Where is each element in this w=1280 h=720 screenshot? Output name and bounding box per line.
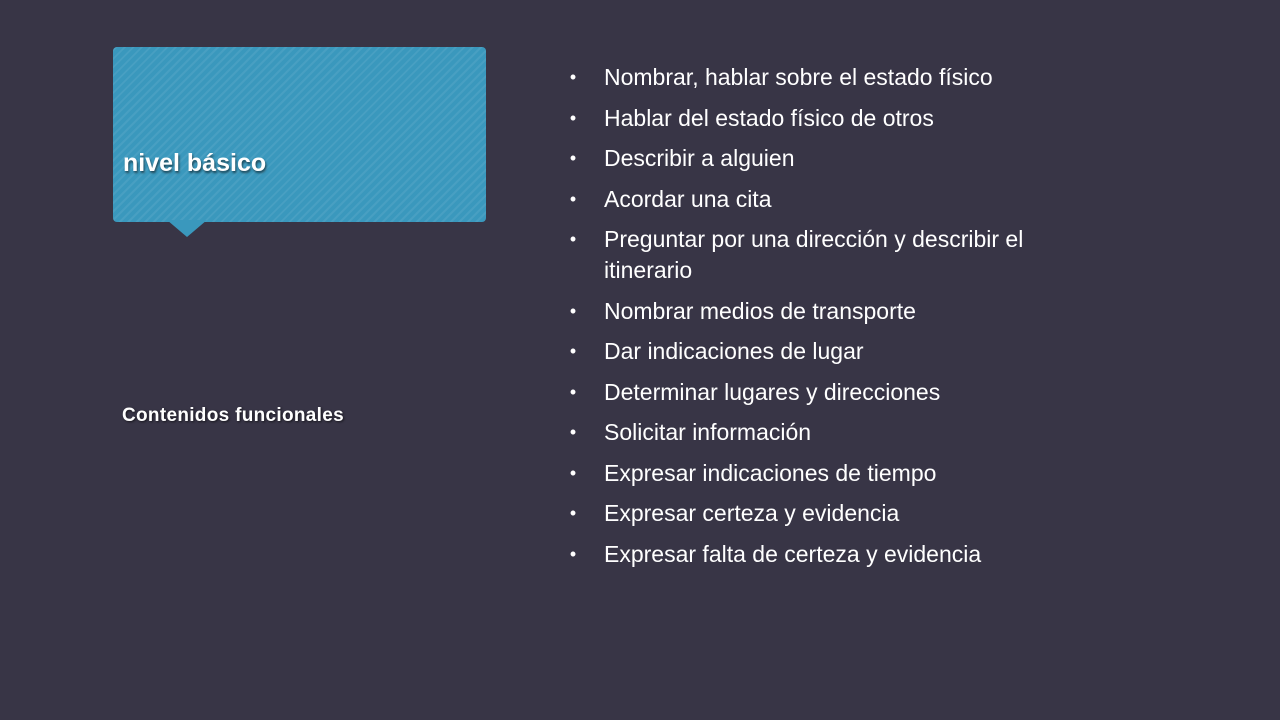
list-item-text: Acordar una cita (604, 185, 772, 212)
list-item-text: Dar indicaciones de lugar (604, 338, 864, 364)
bullet-icon: • (569, 67, 577, 87)
title-box-pointer (167, 220, 207, 237)
list-item (566, 336, 1036, 367)
list-item (566, 62, 1036, 93)
bullet-icon: • (569, 422, 577, 442)
list-item (566, 539, 1036, 570)
list-item (566, 498, 1036, 529)
bullet-icon: • (569, 188, 577, 209)
list-item (566, 417, 1036, 448)
bullet-icon: • (569, 462, 577, 483)
list-item-text: Nombrar, hablar sobre el estado físico (604, 64, 993, 90)
list-item-text: Expresar certeza y evidencia (604, 500, 900, 526)
bullet-list (566, 62, 1036, 579)
bullet-icon: • (569, 300, 577, 321)
list-item-text: Expresar falta de certeza y evidencia (604, 540, 982, 567)
list-item-text: Hablar del estado físico de otros (604, 104, 934, 131)
list-item (566, 458, 1036, 489)
list-item (566, 296, 1036, 327)
bullet-icon: • (569, 381, 577, 402)
list-item (566, 184, 1036, 215)
bullet-icon: • (569, 341, 577, 361)
list-item-text: Solicitar información (604, 419, 812, 445)
list-item (566, 103, 1036, 134)
list-item-text: Expresar indicaciones de tiempo (604, 459, 937, 486)
bullet-icon: • (569, 229, 577, 249)
list-item-text: Nombrar medios de transporte (604, 297, 916, 324)
slide-title: nivel básico (123, 149, 267, 177)
bullet-icon: • (569, 107, 577, 128)
title-box (113, 47, 486, 222)
slide-subtitle: Contenidos funcionales (122, 405, 344, 426)
list-item (566, 143, 1036, 174)
list-item-text: Determinar lugares y direcciones (604, 378, 941, 405)
list-item (566, 377, 1036, 408)
bullet-icon: • (569, 148, 577, 168)
list-item-text: Preguntar por una dirección y describir el itinerario (604, 226, 1024, 283)
list-item (566, 224, 1036, 286)
bullet-icon: • (569, 543, 577, 564)
list-item-text: Describir a alguien (604, 145, 795, 171)
bullet-icon: • (569, 503, 577, 523)
